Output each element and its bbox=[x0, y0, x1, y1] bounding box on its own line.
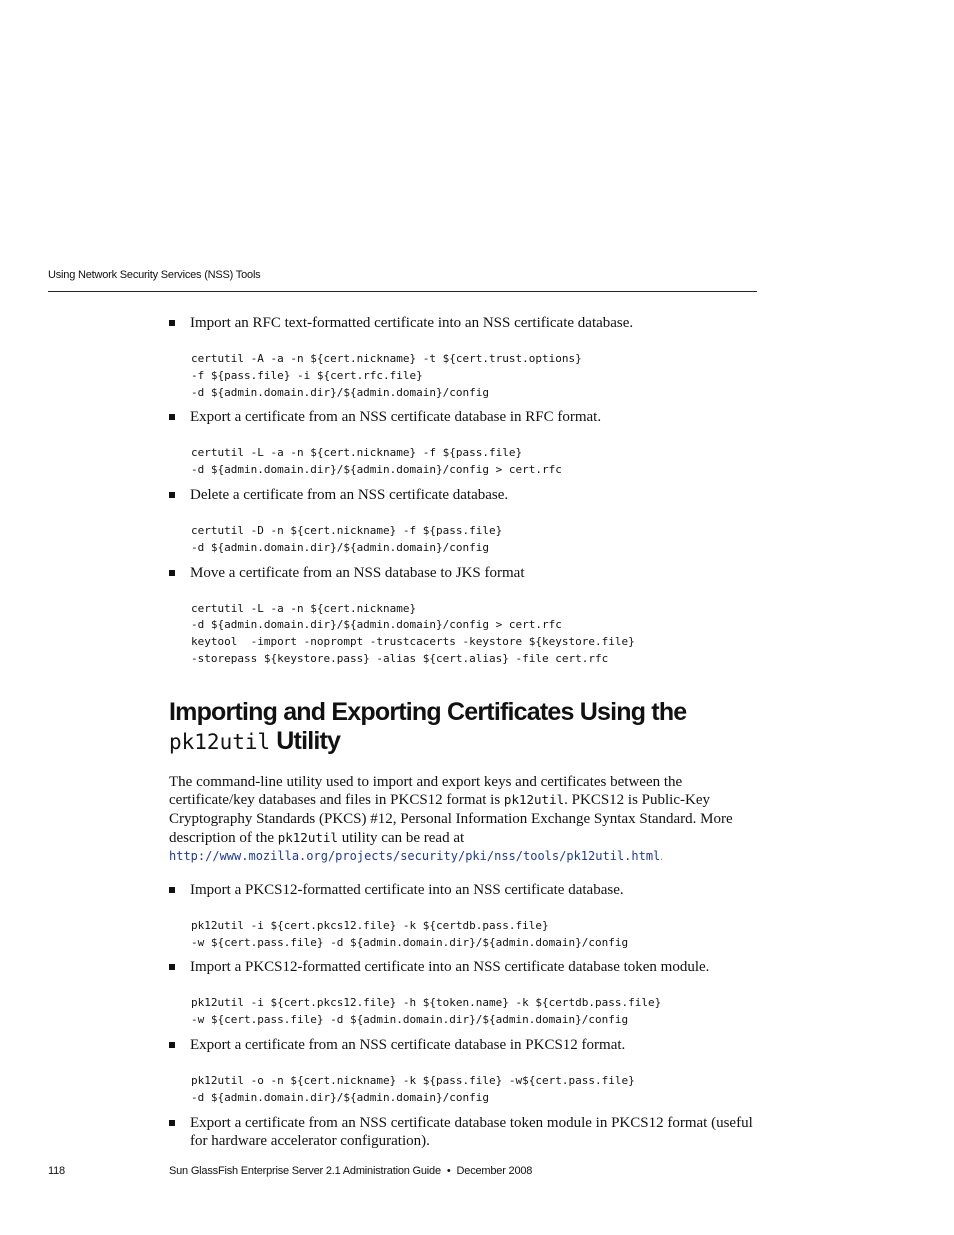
footer-separator: • bbox=[446, 1165, 451, 1177]
book-title: Sun GlassFish Enterprise Server 2.1 Administration Guide bbox=[169, 1165, 441, 1177]
bullet-square-icon bbox=[169, 887, 175, 893]
bullet-text: Delete a certificate from an NSS certificate database. bbox=[190, 486, 509, 503]
heading-text-utility: Utility bbox=[270, 726, 341, 755]
heading-command: pk12util bbox=[169, 729, 271, 754]
code-block: certutil -L -a -n ${cert.nickname} -f ${pass.file} -d ${admin.domain.dir}/${admin.domain}/config > cert.rfc bbox=[191, 446, 562, 477]
bullet-square-icon bbox=[169, 1120, 175, 1126]
footer-date: December 2008 bbox=[456, 1165, 533, 1177]
code-block: certutil -L -a -n ${cert.nickname} -d ${admin.domain.dir}/${admin.domain}/config > cert.rfc keytool -import -noprompt -trustcacerts -keystore ${keystore.file} -storepass ${keystore.pass} -alias ${cert.alias} -file cert.rfc bbox=[191, 601, 635, 665]
paragraph-text: The command-line utility used to import and export keys and certificates between the certificate/key databases and files in PKCS12 format is bbox=[169, 773, 683, 809]
code-block: certutil -A -a -n ${cert.nickname} -t ${cert.trust.options} -f ${pass.file} -i ${cert.rfc.file} -d ${admin.domain.dir}/${admin.domain}/config bbox=[191, 352, 582, 399]
heading-text: Importing and Exporting Certificates Using the bbox=[169, 697, 687, 726]
bullet-text: Move a certificate from an NSS database to JKS format bbox=[190, 564, 525, 581]
bullet-square-icon bbox=[169, 570, 175, 576]
running-header: Using Network Security Services (NSS) Tools bbox=[48, 269, 261, 281]
code-block: pk12util -i ${cert.pkcs12.file} -k ${certdb.pass.file} -w ${cert.pass.file} -d ${admin.domain.dir}/${admin.domain}/config bbox=[191, 918, 629, 949]
bullet-text: Import a PKCS12-formatted certificate into an NSS certificate database token module. bbox=[190, 959, 710, 976]
bullet-square-icon bbox=[169, 320, 175, 326]
inline-command: pk12util bbox=[503, 792, 565, 808]
bullet-item bbox=[169, 1114, 759, 1150]
bullet-item bbox=[169, 958, 759, 1029]
page-content bbox=[169, 314, 759, 1150]
code-block: pk12util -o -n ${cert.nickname} -k ${pass.file} -w${cert.pass.file} -d ${admin.domain.dir}/${admin.domain}/config bbox=[191, 1073, 635, 1104]
pk12util-doc-link[interactable]: http://www.mozilla.org/projects/security/pki/nss/tools/pk12util.html bbox=[169, 849, 661, 864]
section-heading bbox=[169, 698, 759, 757]
bullet-text: Import a PKCS12-formatted certificate into an NSS certificate database. bbox=[190, 881, 624, 898]
bullet-item bbox=[169, 486, 759, 557]
bullet-square-icon bbox=[169, 492, 175, 498]
bullet-item bbox=[169, 314, 759, 401]
bullet-text: Export a certificate from an NSS certificate database in RFC format. bbox=[190, 409, 602, 426]
intro-paragraph bbox=[169, 773, 759, 867]
page-number: 118 bbox=[48, 1165, 65, 1177]
bullet-text: Export a certificate from an NSS certificate database token module in PKCS12 format (useful for hardware accelerator configuration). bbox=[190, 1114, 753, 1149]
bullet-item bbox=[169, 1036, 759, 1107]
bullet-square-icon bbox=[169, 414, 175, 420]
paragraph-text: . PKCS12 is Public-Key Cryptography Standards (PKCS) #12, Personal Information Exchange Syntax Standard. More description of the bbox=[169, 792, 733, 846]
bullet-text: Import an RFC text-formatted certificate into an NSS certificate database. bbox=[190, 315, 634, 331]
code-block: pk12util -i ${cert.pkcs12.file} -h ${token.name} -k ${certdb.pass.file} -w ${cert.pass.file} -d ${admin.domain.dir}/${admin.domain}/config bbox=[191, 996, 662, 1027]
header-divider bbox=[48, 291, 757, 292]
paragraph-text: utility can be read at bbox=[337, 829, 465, 846]
bullet-text: Export a certificate from an NSS certificate database in PKCS12 format. bbox=[190, 1036, 626, 1053]
bullet-square-icon bbox=[169, 964, 175, 970]
inline-command: pk12util bbox=[277, 829, 338, 845]
code-block: certutil -D -n ${cert.nickname} -f ${pass.file} -d ${admin.domain.dir}/${admin.domain}/config bbox=[191, 523, 503, 554]
footer-book-info bbox=[169, 1165, 532, 1177]
bullet-item bbox=[169, 881, 759, 952]
link-period: . bbox=[660, 851, 664, 864]
bullet-item bbox=[169, 564, 759, 668]
bullet-item bbox=[169, 408, 759, 479]
bullet-square-icon bbox=[169, 1042, 175, 1048]
